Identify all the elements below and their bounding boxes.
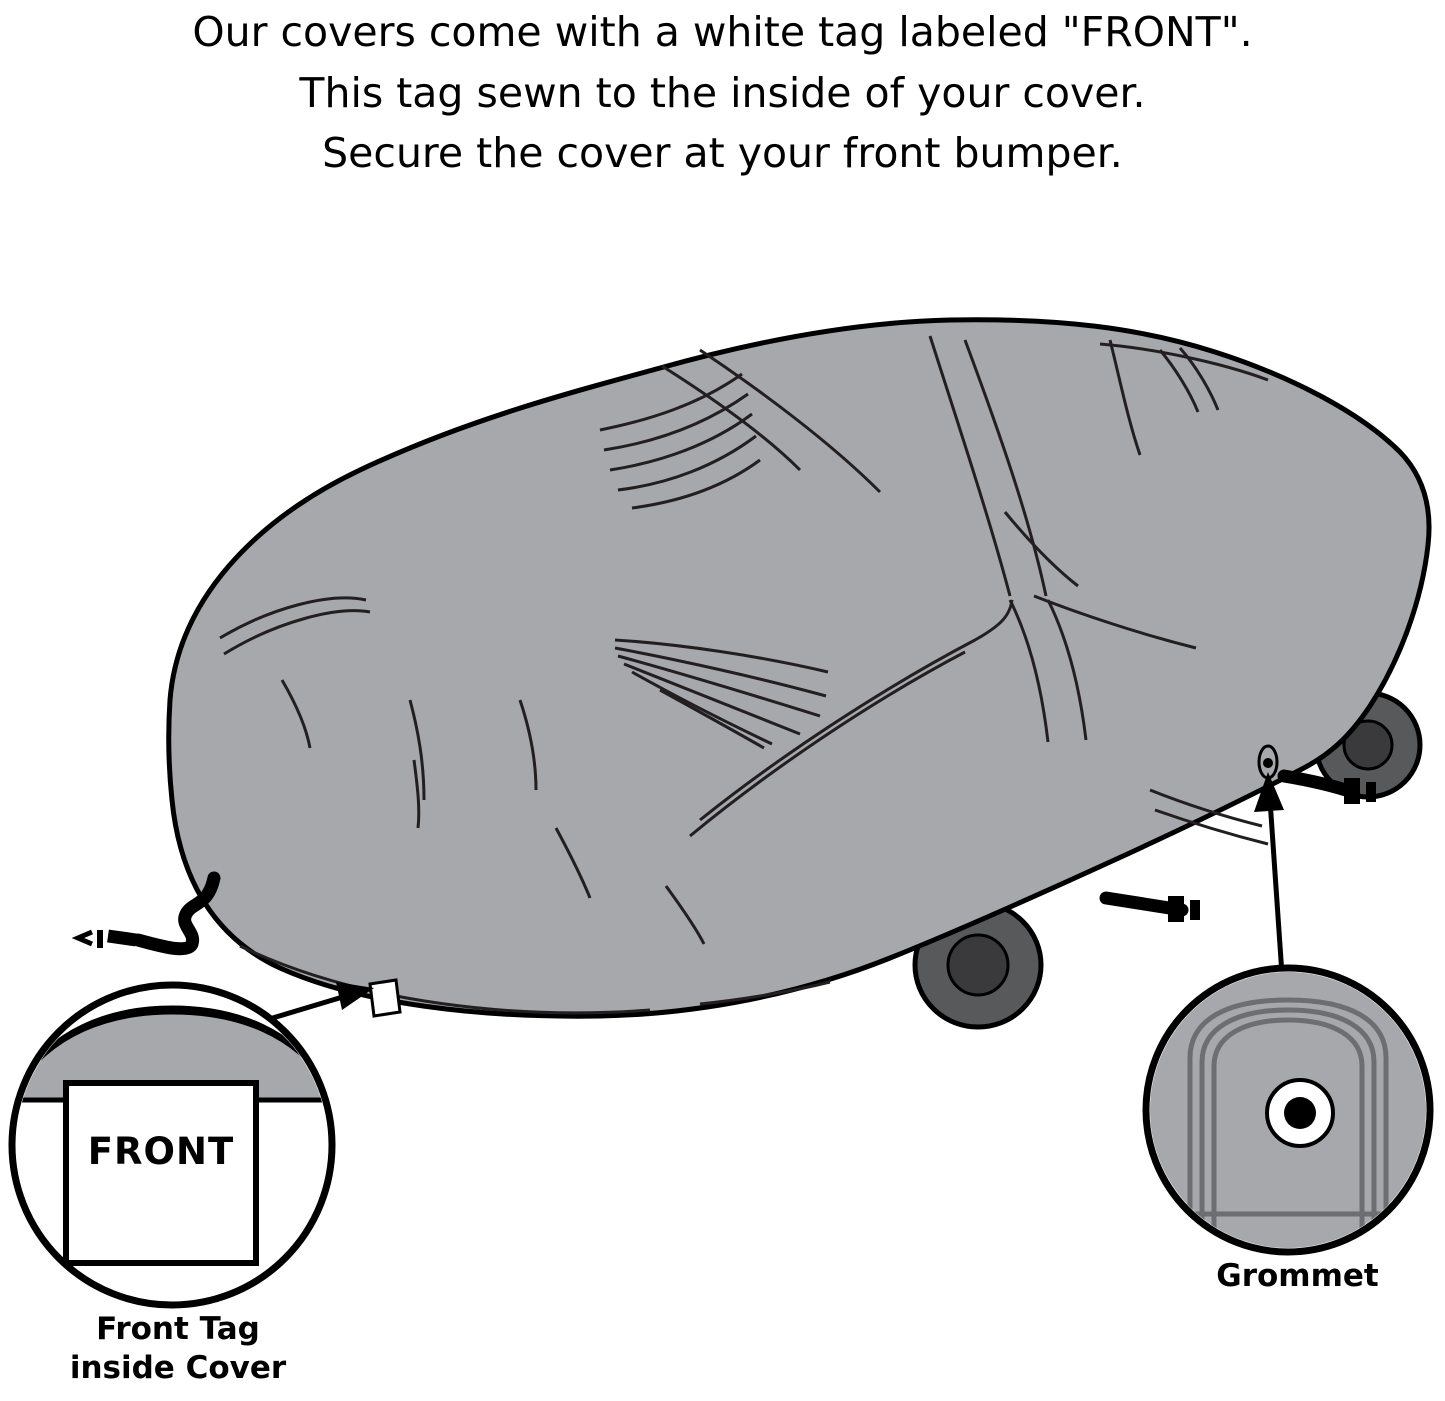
grommet-callout xyxy=(1146,968,1430,1252)
front-tag-caption-line-2: inside Cover xyxy=(69,1349,287,1386)
front-tag-caption-line-1: Front Tag xyxy=(96,1311,260,1347)
headline-line-3: Secure the cover at your front bumper. xyxy=(322,129,1123,178)
front-tag-caption xyxy=(18,1310,338,1388)
strap-middle xyxy=(1106,896,1200,922)
car-cover-body xyxy=(169,320,1429,1016)
headline-line-2: This tag sewn to the inside of your cover. xyxy=(299,68,1146,117)
front-tag-label: FRONT xyxy=(87,1130,235,1173)
headline-line-1: Our covers come with a white tag labeled "FRONT". xyxy=(192,8,1253,56)
grommet-caption: Grommet xyxy=(1216,1258,1379,1294)
front-tag-on-cover xyxy=(370,980,400,1016)
